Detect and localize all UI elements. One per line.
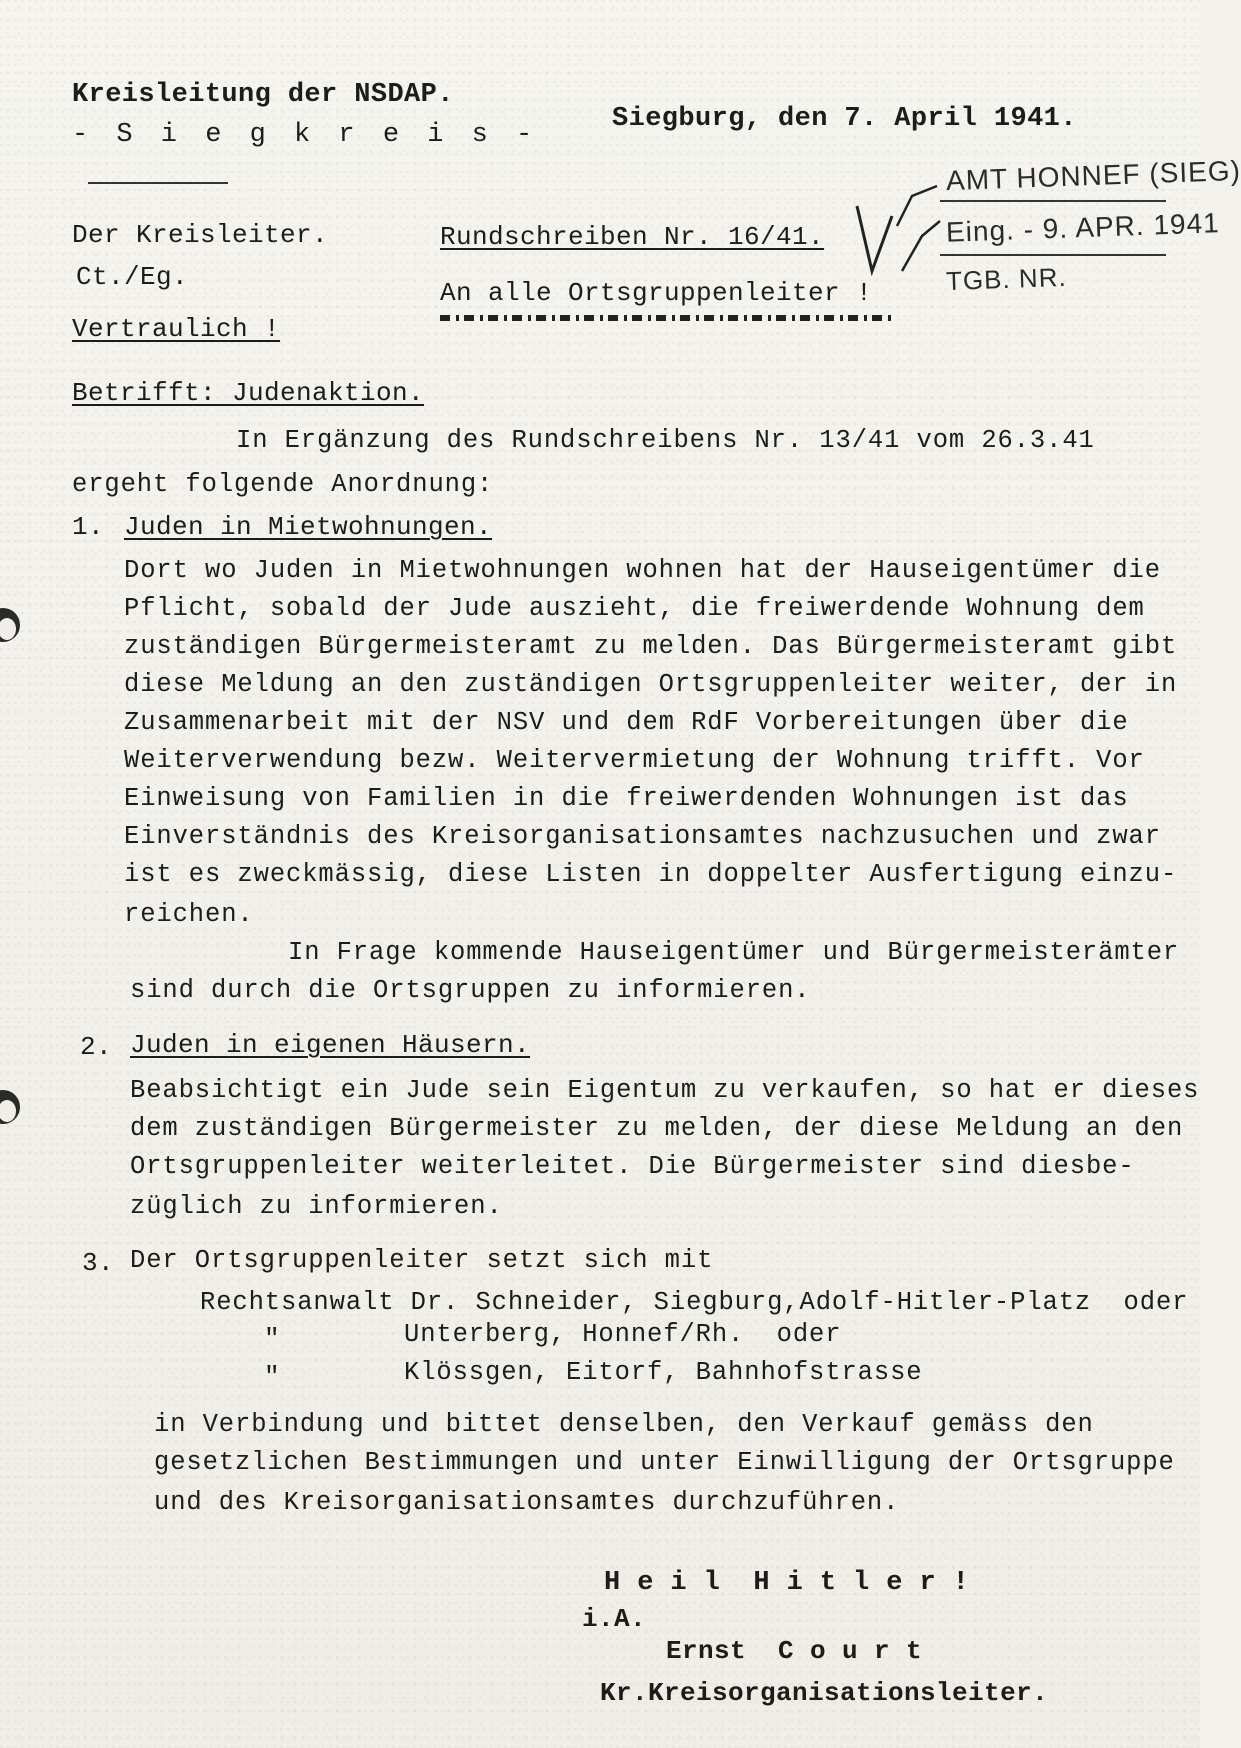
punch-hole bbox=[0, 608, 20, 642]
section-1-line: Weiterverwendung bezw. Weitervermietung der Wohnung trifft. Vor bbox=[124, 746, 1145, 775]
subject-line: Betrifft: Judenaktion. bbox=[72, 378, 425, 408]
signatory-name: Ernst C o u r t bbox=[666, 1636, 923, 1666]
section-1-line: zuständigen Bürgermeisteramt zu melden. Das Bürgermeisteramt gibt bbox=[124, 632, 1178, 661]
section-1-para2-line: sind durch die Ortsgruppen zu informieren. bbox=[130, 976, 811, 1005]
section-1-heading: Juden in Mietwohnungen. bbox=[124, 512, 493, 542]
stamp-rule bbox=[940, 200, 1166, 203]
ditto-mark: " bbox=[264, 1362, 281, 1392]
intro-line-1: In Ergänzung des Rundschreibens Nr. 13/41 vom 26.3.41 bbox=[236, 426, 1095, 455]
letterhead-org: Kreisleitung der NSDAP. bbox=[72, 80, 454, 110]
section-2-line: züglich zu informieren. bbox=[130, 1192, 503, 1221]
intro-line-2: ergeht folgende Anordnung: bbox=[72, 470, 494, 499]
ditto-mark: " bbox=[264, 1324, 281, 1354]
stamp-rule bbox=[940, 254, 1166, 257]
reference: Ct./Eg. bbox=[76, 262, 189, 292]
stamp-diary-number: TGB. NR. bbox=[945, 261, 1068, 297]
stamp-office: AMT HONNEF (SIEG) bbox=[945, 154, 1241, 197]
contact-2: Unterberg, Honnef/Rh. oder bbox=[404, 1320, 842, 1349]
entry-stamp bbox=[936, 154, 1241, 310]
section-3-line: in Verbindung und bittet denselben, den Verkauf gemäss den bbox=[154, 1410, 1094, 1439]
section-3-number: 3. bbox=[82, 1248, 115, 1278]
check-mark-icon bbox=[852, 176, 942, 286]
sender: Der Kreisleiter. bbox=[72, 220, 329, 250]
confidential-mark: Vertraulich ! bbox=[72, 314, 281, 344]
punch-hole bbox=[0, 1090, 20, 1124]
section-1-line: reichen. bbox=[124, 900, 254, 929]
section-2-line: Ortsgruppenleiter weiterleitet. Die Bürgermeister sind diesbe- bbox=[130, 1152, 1135, 1181]
section-1-para2-line: In Frage kommende Hauseigentümer und Bürgermeisterämter bbox=[288, 938, 1180, 967]
section-3-line: gesetzlichen Bestimmungen und unter Einwilligung der Ortsgruppe bbox=[154, 1448, 1175, 1477]
closing-salute: H e i l H i t l e r ! bbox=[604, 1568, 970, 1598]
section-2-line: Beabsichtigt ein Jude sein Eigentum zu verkaufen, so hat er dieses bbox=[130, 1076, 1200, 1105]
dotted-underline bbox=[440, 315, 892, 321]
closing-ia: i.A. bbox=[582, 1604, 647, 1634]
section-2-number: 2. bbox=[80, 1032, 113, 1062]
place-date: Siegburg, den 7. April 1941. bbox=[612, 104, 1077, 134]
circular-number: Rundschreiben Nr. 16/41. bbox=[440, 222, 825, 252]
section-2-line: dem zuständigen Bürgermeister zu melden, der diese Meldung an den bbox=[130, 1114, 1184, 1143]
section-3-intro: Der Ortsgruppenleiter setzt sich mit bbox=[130, 1246, 714, 1275]
recipients: An alle Ortsgruppenleiter ! bbox=[440, 278, 873, 308]
section-1-line: Einweisung von Familien in die freiwerdenden Wohnungen ist das bbox=[124, 784, 1129, 813]
section-1-line: Zusammenarbeit mit der NSV und dem RdF Vorbereitungen über die bbox=[124, 708, 1129, 737]
section-1-line: ist es zweckmässig, diese Listen in doppelter Ausfertigung einzu- bbox=[124, 860, 1178, 889]
divider bbox=[88, 182, 228, 184]
contact-3: Klössgen, Eitorf, Bahnhofstrasse bbox=[404, 1358, 923, 1387]
section-1-line: Pflicht, sobald der Jude auszieht, die freiwerdende Wohnung dem bbox=[124, 594, 1145, 623]
section-1-number: 1. bbox=[72, 512, 105, 542]
section-1-line: diese Meldung an den zuständigen Ortsgruppenleiter weiter, der in bbox=[124, 670, 1178, 699]
section-3-line: und des Kreisorganisationsamtes durchzuführen. bbox=[154, 1488, 900, 1517]
signatory-title: Kr.Kreisorganisationsleiter. bbox=[600, 1678, 1049, 1708]
section-1-line: Einverständnis des Kreisorganisationsamtes nachzusuchen und zwar bbox=[124, 822, 1161, 851]
section-2-heading: Juden in eigenen Häusern. bbox=[130, 1030, 531, 1060]
letterhead-district: - S i e g k r e i s - bbox=[72, 120, 539, 150]
section-1-line: Dort wo Juden in Mietwohnungen wohnen hat der Hauseigentümer die bbox=[124, 556, 1161, 585]
contact-1: Rechtsanwalt Dr. Schneider, Siegburg,Adolf-Hitler-Platz oder bbox=[200, 1288, 1189, 1317]
stamp-date: Eing. - 9. APR. 1941 bbox=[945, 207, 1221, 248]
